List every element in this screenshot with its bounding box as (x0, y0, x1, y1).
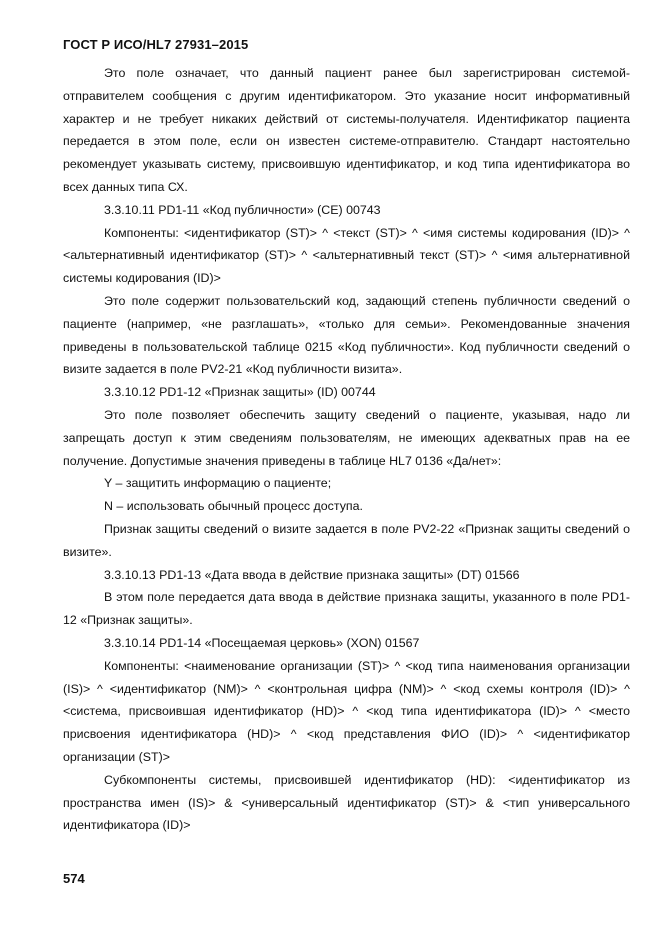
paragraph-pd1-14-subcomponents: Субкомпоненты системы, присвоившей идентификатор (HD): <идентификатор из пространства имен (IS)> & <универсальный идентификатор (ST)> & <тип универсального идентификатора (ID)> (63, 772, 630, 833)
paragraph-pd1-11-components: Компоненты: <идентификатор (ST)> ^ <текст (ST)> ^ <имя системы кодирования (ID)> ^ <альтернативный идентификатор (ST)> ^ <альтернативный текст (ST)> ^ <имя альтернативной системы кодирования (ID)> (63, 225, 630, 286)
section-heading-pd1-13: 3.3.10.13 PD1-13 «Дата ввода в действие признака защиты» (DT) 01566 (104, 567, 520, 582)
list-item-n: N – использовать обычный процесс доступа. (104, 499, 363, 514)
document-header: ГОСТ Р ИСО/HL7 27931–2015 (63, 37, 249, 52)
paragraph-pd1-12-description: Это поле позволяет обеспечить защиту сведений о пациенте, указывая, надо ли запрещать доступ к этим сведениям пользователям, не имеющих адекватных прав на ее получение. Допустимые значения приведены в таблице HL7 0136 «Да/нет»: (63, 407, 630, 468)
list-item-y: Y – защитить информацию о пациенте; (104, 476, 332, 491)
paragraph-pd1-14-components: Компоненты: <наименование организации (ST)> ^ <код типа наименования организации (IS)> ^ <идентификатор (NM)> ^ <контрольная цифра (NM)> ^ <код схемы контроля (ID)> ^ <система, присвоившая идентификатор (HD)> ^ <код типа идентификатора (ID)> ^ <место присвоения идентификатора (HD)> ^ <код представления ФИО (ID)> ^ <идентификатор организации (ST)> (63, 658, 630, 764)
section-heading-pd1-14: 3.3.10.14 PD1-14 «Посещаемая церковь» (XON) 01567 (104, 635, 420, 650)
document-body (63, 62, 630, 837)
section-heading-pd1-12: 3.3.10.12 PD1-12 «Признак защиты» (ID) 00744 (104, 385, 376, 400)
section-heading-pd1-11: 3.3.10.11 PD1-11 «Код публичности» (СЕ) 00743 (104, 202, 381, 217)
paragraph-pd1-13-description: В этом поле передается дата ввода в действие признака защиты, указанного в поле PD1-12 «Признак защиты». (63, 590, 630, 628)
paragraph-pd1-12-visit: Признак защиты сведений о визите задается в поле PV2-22 «Признак защиты сведений о визите». (63, 521, 630, 559)
paragraph-prior-identifier: Это поле означает, что данный пациент ранее был зарегистрирован системой-отправителем сообщения с другим идентификатором. Это указание носит информативный характер и не требует никаких действий от системы-получателя. Идентификатор пациента передается в этом поле, если он известен системе-отправителю. Стандарт настоятельно рекомендует указывать систему, присвоившую идентификатор, и код типа идентификатора во всех данных типа СХ. (63, 66, 630, 194)
page-number: 574 (63, 871, 85, 886)
paragraph-pd1-11-description: Это поле содержит пользовательский код, задающий степень публичности сведений о пациенте (например, «не разглашать», «только для семьи». Рекомендованные значения приведены в пользовательской таблице 0215 «Код публичности». Код публичности сведений о визите задается в поле PV2-21 «Код публичности визита». (63, 293, 630, 377)
